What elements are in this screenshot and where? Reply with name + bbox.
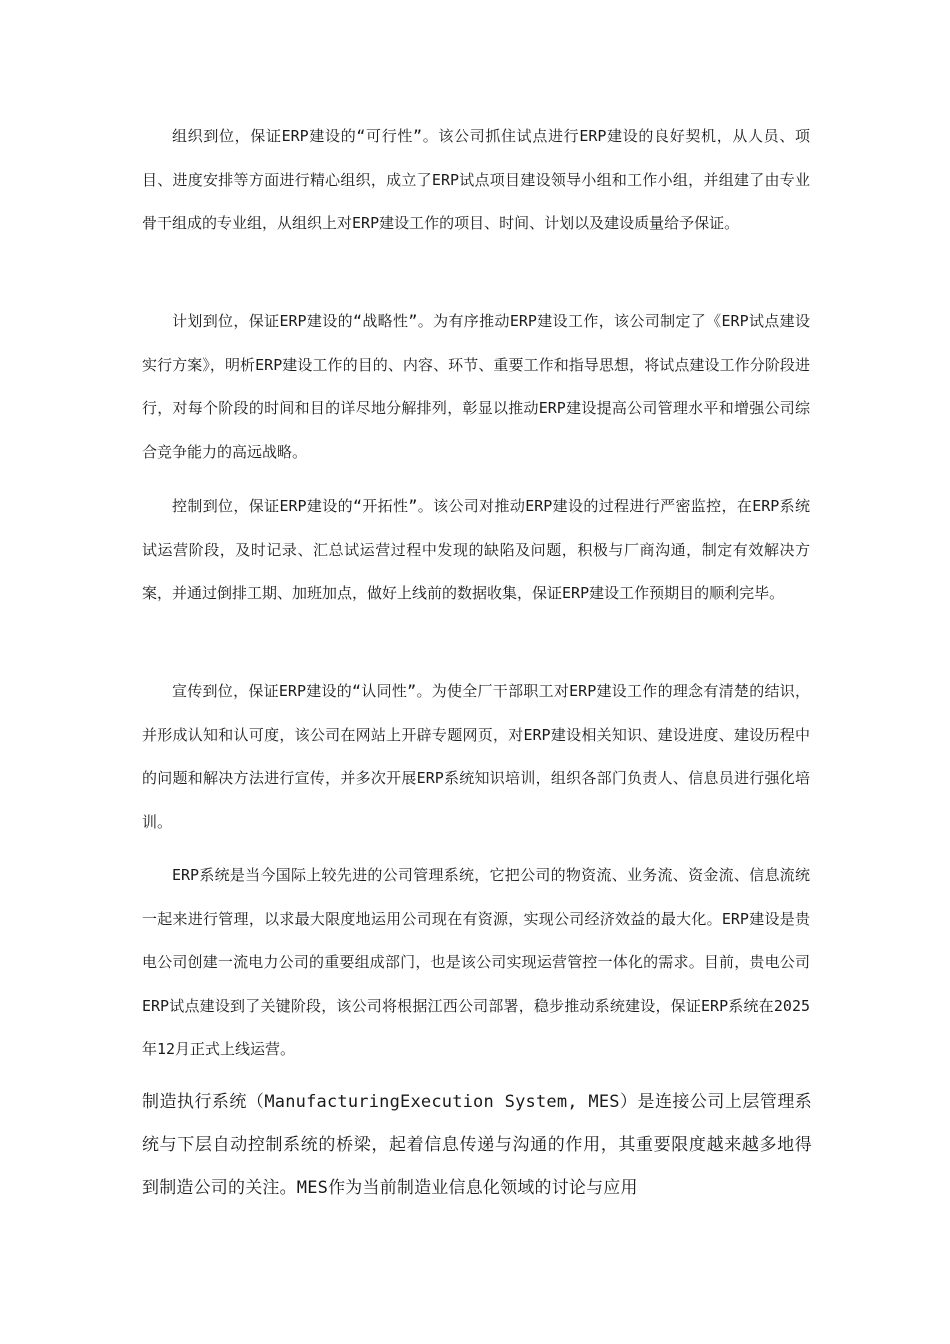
paragraph-planning: 计划到位，保证ERP建设的“战略性”。为有序推动ERP建设工作，该公司制定了《ERP试点建设实行方案》，明析ERP建设工作的目的、内容、环节、重要工作和指导思想，将试点建设工作分阶段进行，对每个阶段的时间和目的详尽地分解排列，彰显以推动ERP建设提高公司管理水平和增强公司综合竞争能力的高远战略。: [142, 312, 810, 461]
paragraph-control: 控制到位，保证ERP建设的“开拓性”。该公司对推动ERP建设的过程进行严密监控，在ERP系统试运营阶段，及时记录、汇总试运营过程中发现的缺陷及问题，积极与厂商沟通，制定有效解决方案，并通过倒排工期、加班加点，做好上线前的数据收集，保证ERP建设工作预期目的顺利完毕。: [142, 497, 810, 602]
paragraph-erp-overview: ERP系统是当今国际上较先进的公司管理系统，它把公司的物资流、业务流、资金流、信息流统一起来进行管理，以求最大限度地运用公司现在有资源，实现公司经济效益的最大化。ERP建设是贵电公司创建一流电力公司的重要组成部门，也是该公司实现运营管控一体化的需求。目前，贵电公司ERP试点建设到了关键阶段，该公司将根据江西公司部署，稳步推动系统建设，保证ERP系统在2025年12月正式上线运营。: [142, 866, 810, 1058]
paragraph-mes-intro: 制造执行系统（ManufacturingExecution System, MES）是连接公司上层管理系统与下层自动控制系统的桥梁，起着信息传递与沟通的作用，其重要限度越来越多地得到制造公司的关注。MES作为当前制造业信息化领域的讨论与应用: [142, 1092, 812, 1198]
paragraph-publicity: 宣传到位，保证ERP建设的“认同性”。为使全厂干部职工对ERP建设工作的理念有清楚的结识，并形成认知和认可度，该公司在网站上开辟专题网页，对ERP建设相关知识、建设进度、建设历程中的问题和解决方法进行宣传，并多次开展ERP系统知识培训，组织各部门负责人、信息员进行强化培训。: [142, 682, 810, 831]
paragraph-organization: 组织到位，保证ERP建设的“可行性”。该公司抓住试点进行ERP建设的良好契机，从人员、项目、进度安排等方面进行精心组织，成立了ERP试点项目建设领导小组和工作小组，并组建了由专业骨干组成的专业组，从组织上对ERP建设工作的项目、时间、计划以及建设质量给予保证。: [142, 127, 810, 232]
